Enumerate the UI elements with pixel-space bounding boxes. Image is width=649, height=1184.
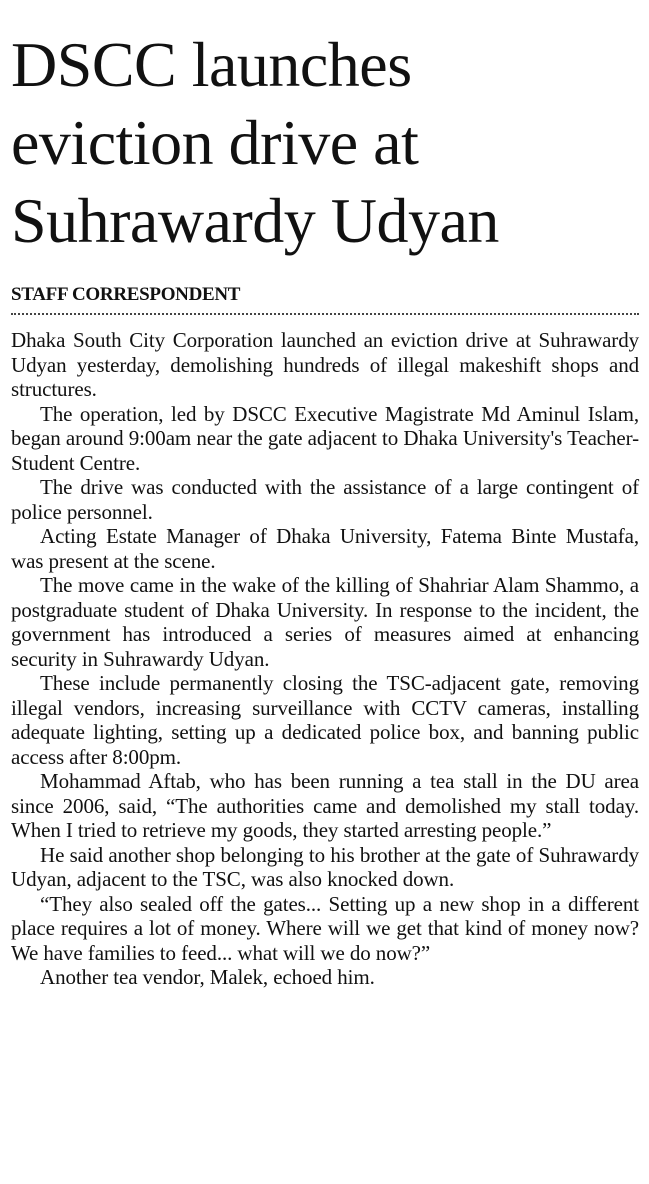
paragraph: Dhaka South City Corporation launched an eviction drive at Suhrawardy Udyan yesterday, demolishing hundreds of illegal makeshift shops and structures. [11, 328, 639, 401]
paragraph: The drive was conducted with the assistance of a large contingent of police personnel. [11, 475, 639, 524]
byline: STAFF CORRESPONDENT [11, 284, 241, 305]
paragraph: The move came in the wake of the killing of Shahriar Alam Shammo, a postgraduate student of Dhaka University. In response to the incident, the government has introduced a series of measures aimed at enhancing security in Suhrawardy Udyan. [11, 573, 639, 671]
article-body [11, 328, 639, 990]
headline-line: Suhrawardy Udyan [11, 185, 499, 256]
news-article [11, 0, 639, 990]
paragraph: Another tea vendor, Malek, echoed him. [40, 965, 375, 989]
headline-line: DSCC launches [11, 29, 412, 100]
paragraph: Mohammad Aftab, who has been running a tea stall in the DU area since 2006, said, “The authorities came and demolished my stall today. When I tried to retrieve my goods, they started arresting people.” [11, 769, 639, 842]
headline [11, 26, 639, 260]
paragraph: The operation, led by DSCC Executive Magistrate Md Aminul Islam, began around 9:00am near the gate adjacent to Dhaka University's Teacher-Student Centre. [11, 401, 639, 475]
paragraph: These include permanently closing the TSC-adjacent gate, removing illegal vendors, increasing surveillance with CCTV cameras, installing adequate lighting, setting up a dedicated police box, and banning public access after 8:00pm. [11, 671, 639, 769]
paragraph: “They also sealed off the gates... Setting up a new shop in a different place requires a lot of money. Where will we get that kind of money now? We have families to feed... what will we do now?” [11, 891, 639, 965]
dotted-divider [11, 313, 639, 315]
headline-line: eviction drive at [11, 107, 419, 178]
paragraph: Acting Estate Manager of Dhaka University, Fatema Binte Mustafa, was present at the scene. [11, 524, 639, 573]
paragraph: He said another shop belonging to his brother at the gate of Suhrawardy Udyan, adjacent to the TSC, was also knocked down. [11, 842, 639, 891]
